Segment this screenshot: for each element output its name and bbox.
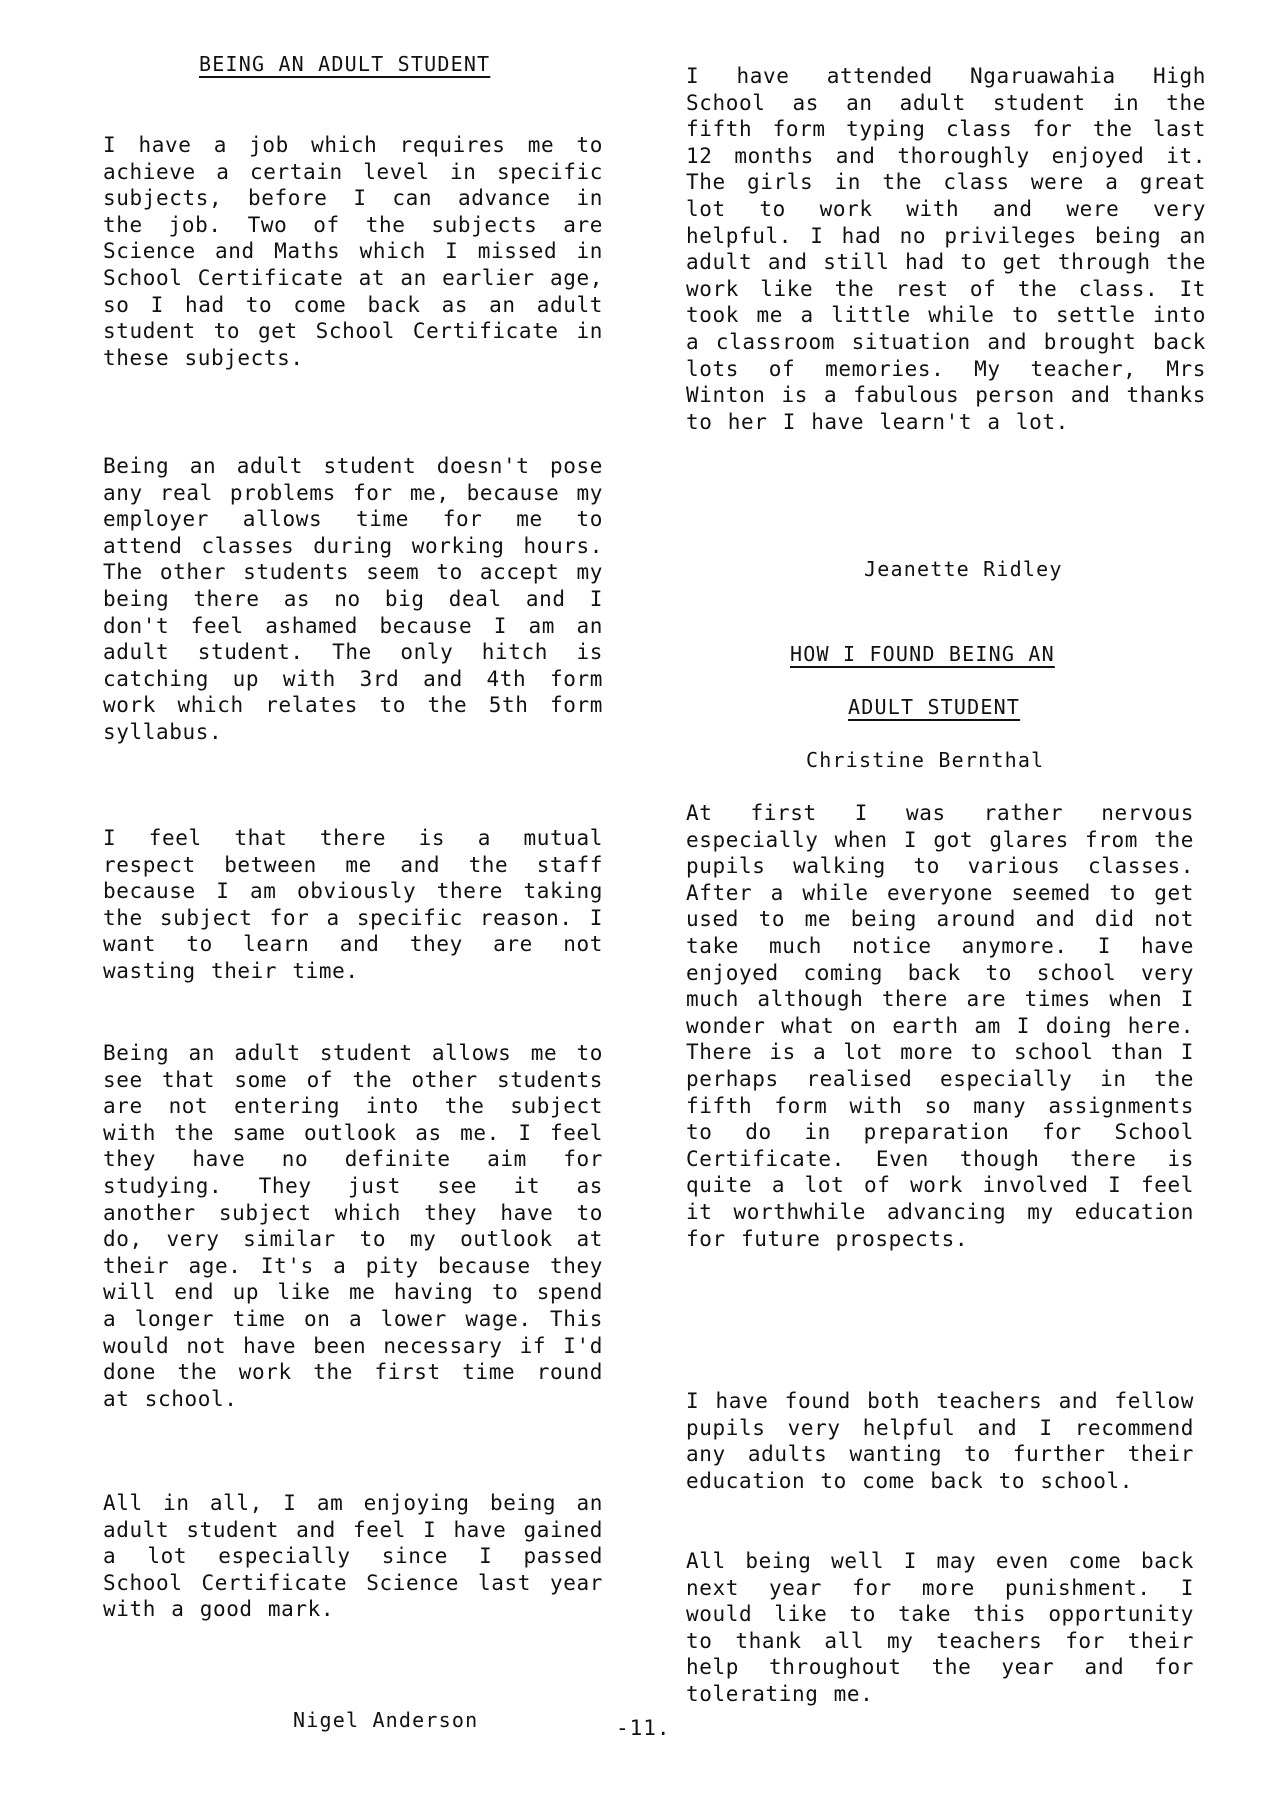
author-jeanette-ridley: Jeanette Ridley <box>864 557 1063 581</box>
article-heading-how-i-found-line1: HOW I FOUND BEING AN <box>790 642 1055 666</box>
left-paragraph-1: I have a job which requires me to achieve a certain level in specific subjects, before I can advance in the job. Two of the subjects are Science and Maths which I missed in School Certificate at an earlier age, so I had to come back as an adult student to get School Certificate in these subjects. <box>103 133 603 370</box>
right-paragraph-christine-3: All being well I may even come back next year for more punishment. I would like to take this opportunity to thank all my teachers for their help throughout the year and for tolerating me. <box>686 1549 1194 1706</box>
article-heading-being-an-adult-student: BEING AN ADULT STUDENT <box>199 52 491 76</box>
right-paragraph-christine-1: At first I was rather nervous especially when I got glares from the pupils walking to various classes. After a while everyone seemed to get used to me being around and did not take much notice anymore. I have enjoyed coming back to school very much although there are times when I wonder what on earth am I doing here. There is a lot more to school than I perhaps realised especially in the fifth form with so many assignments to do in preparation for School Certificate. Even though there is quite a lot of work involved I feel it worthwhile advancing my education for future prospects. <box>686 801 1194 1251</box>
left-paragraph-4: Being an adult student allows me to see that some of the other students are not entering into the subject with the same outlook as me. I feel they have no definite aim for studying. They just see it as another subject which they have to do, very similar to my outlook at their age. It's a pity because they will end up like me having to spend a longer time on a lower wage. This would not have been necessary if I'd done the work the first time round at school. <box>103 1041 603 1411</box>
right-paragraph-christine-2: I have found both teachers and fellow pupils very helpful and I recommend any adults wanting to further their education to come back to school. <box>686 1389 1194 1493</box>
author-nigel-anderson: Nigel Anderson <box>293 1708 479 1732</box>
left-paragraph-2: Being an adult student doesn't pose any real problems for me, because my employer allows time for me to attend classes during working hours. The other students seem to accept my being there as no big deal and I don't feel ashamed because I am an adult student. The only hitch is catching up with 3rd and 4th form work which relates to the 5th form syllabus. <box>103 454 603 744</box>
page-number: -11. <box>616 1716 671 1740</box>
left-paragraph-5: All in all, I am enjoying being an adult student and feel I have gained a lot especially since I passed School Certificate Science last year with a good mark. <box>103 1491 603 1622</box>
author-christine-bernthal: Christine Bernthal <box>806 748 1045 772</box>
article-heading-how-i-found-line2: ADULT STUDENT <box>848 695 1021 719</box>
left-paragraph-3: I feel that there is a mutual respect between me and the staff because I am obviously there taking the subject for a specific reason. I want to learn and they are not wasting their time. <box>103 826 603 983</box>
right-paragraph-jeanette: I have attended Ngaruawahia High School as an adult student in the fifth form typing class for the last 12 months and thoroughly enjoyed it. The girls in the class were a great lot to work with and were very helpful. I had no privileges being an adult and still had to get through the work like the rest of the class. It took me a little while to settle into a classroom situation and brought back lots of memories. My teacher, Mrs Winton is a fabulous person and thanks to her I have learn't a lot. <box>686 64 1206 434</box>
